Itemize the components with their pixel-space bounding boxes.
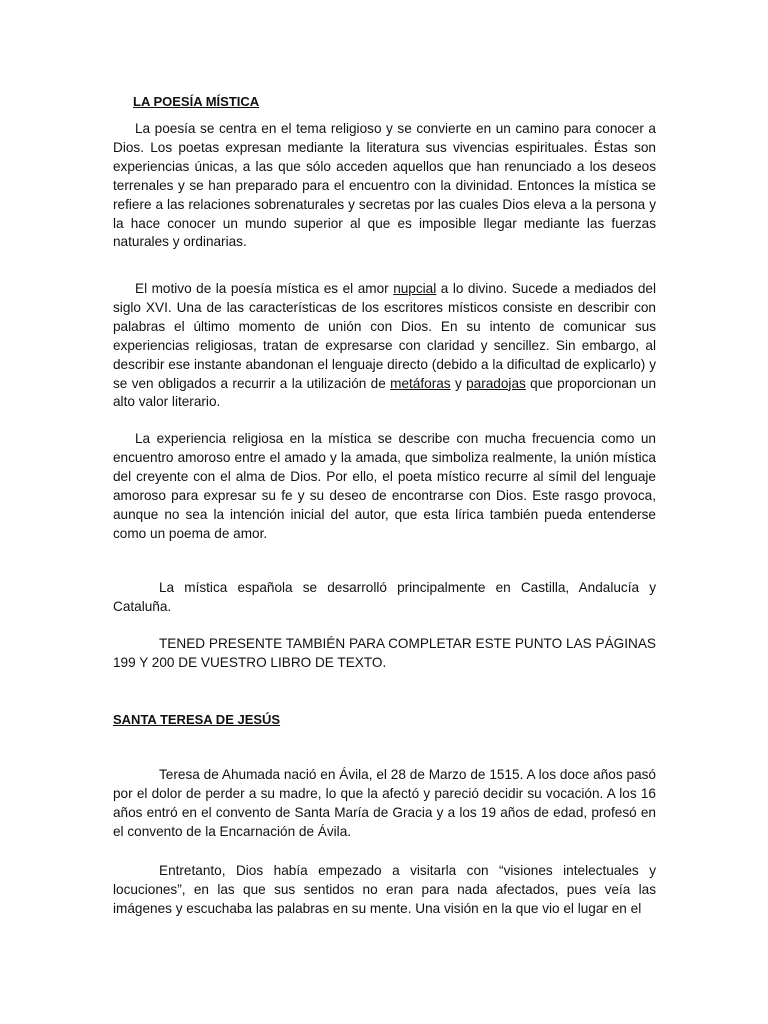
- text-fragment: a lo divino. Sucede a mediados del siglo XVI. Una de las características de los escritores místicos consiste en describir con palabras el último momento de unión con Dios. En su intento de comunicar sus experiencias religiosas, tratan de expresarse con claridad y sencillez. Sin embargo, al describir ese instante abandonan el lenguaje directo (debido a la dificultad de explicarlo) y se ven obligados a recurrir a la utilización de: [113, 281, 657, 391]
- link-paradojas[interactable]: paradojas: [466, 375, 526, 391]
- paragraph-teresa-biografia: Teresa de Ahumada nació en Ávila, el 28 de Marzo de 1515. A los doce años pasó por el dolor de perder a su madre, lo que la afectó y pareció decidir su vocación. A los 16 años entró en el convento de Santa María de Gracia y a los 19 años de edad, profesó en el convento de la Encarnación de Ávila.: [113, 767, 656, 839]
- section-heading-poesia-mistica: LA POESÍA MÍSTICA: [133, 94, 260, 109]
- text-fragment: El motivo de la poesía mística es el amor: [135, 281, 394, 296]
- link-metaforas[interactable]: metáforas: [390, 375, 451, 391]
- text-fragment: que proporcionan un alto valor literario.: [113, 375, 657, 410]
- paragraph-experiencia-religiosa: La experiencia religiosa en la mística se describe con mucha frecuencia como un encuentro amoroso entre el amado y la amada, que simboliza realmente, la unión mística del creyente con el alma de Dios. Por ello, el poeta místico recurre al símil del lenguaje amoroso para expresar su fe y su deseo de encontrarse con Dios. Este rasgo provoca, aunque no sea la intención inicial del autor, que esta lírica también pueda entenderse como un poema de amor.: [113, 431, 656, 541]
- paragraph-motivo: [113, 280, 656, 412]
- link-nupcial[interactable]: nupcial: [393, 281, 437, 296]
- paragraph-tened-presente: TENED PRESENTE TAMBIÉN PARA COMPLETAR ESTE PUNTO LAS PÁGINAS 199 Y 200 DE VUESTRO LIBRO DE TEXTO.: [113, 636, 656, 670]
- section-heading-santa-teresa: SANTA TERESA DE JESÚS: [113, 712, 281, 727]
- paragraph-mistica-espanola: La mística española se desarrolló principalmente en Castilla, Andalucía y Cataluña.: [113, 580, 656, 614]
- paragraph-visiones: Entretanto, Dios había empezado a visitarla con “visiones intelectuales y locuciones”, en las que sus sentidos no eran para nada afectados, pues veía las imágenes y escuchaba las palabras en su mente. Una visión en la que vio el lugar en el: [113, 863, 656, 916]
- text-fragment: y: [450, 375, 467, 391]
- paragraph-poesia-intro: La poesía se centra en el tema religioso y se convierte en un camino para conocer a Dios. Los poetas expresan mediante la literatura sus vivencias espirituales. Éstas son experiencias únicas, a las que sólo acceden aquellos que han renunciado a los deseos terrenales y se han preparado para el encuentro con la divinidad. Entonces la mística se refiere a las relaciones sobrenaturales y secretas por las cuales Dios eleva a la persona y la hace conocer un mundo superior al que es imposible llegar mediante las fuerzas naturales y ordinarias.: [113, 121, 656, 250]
